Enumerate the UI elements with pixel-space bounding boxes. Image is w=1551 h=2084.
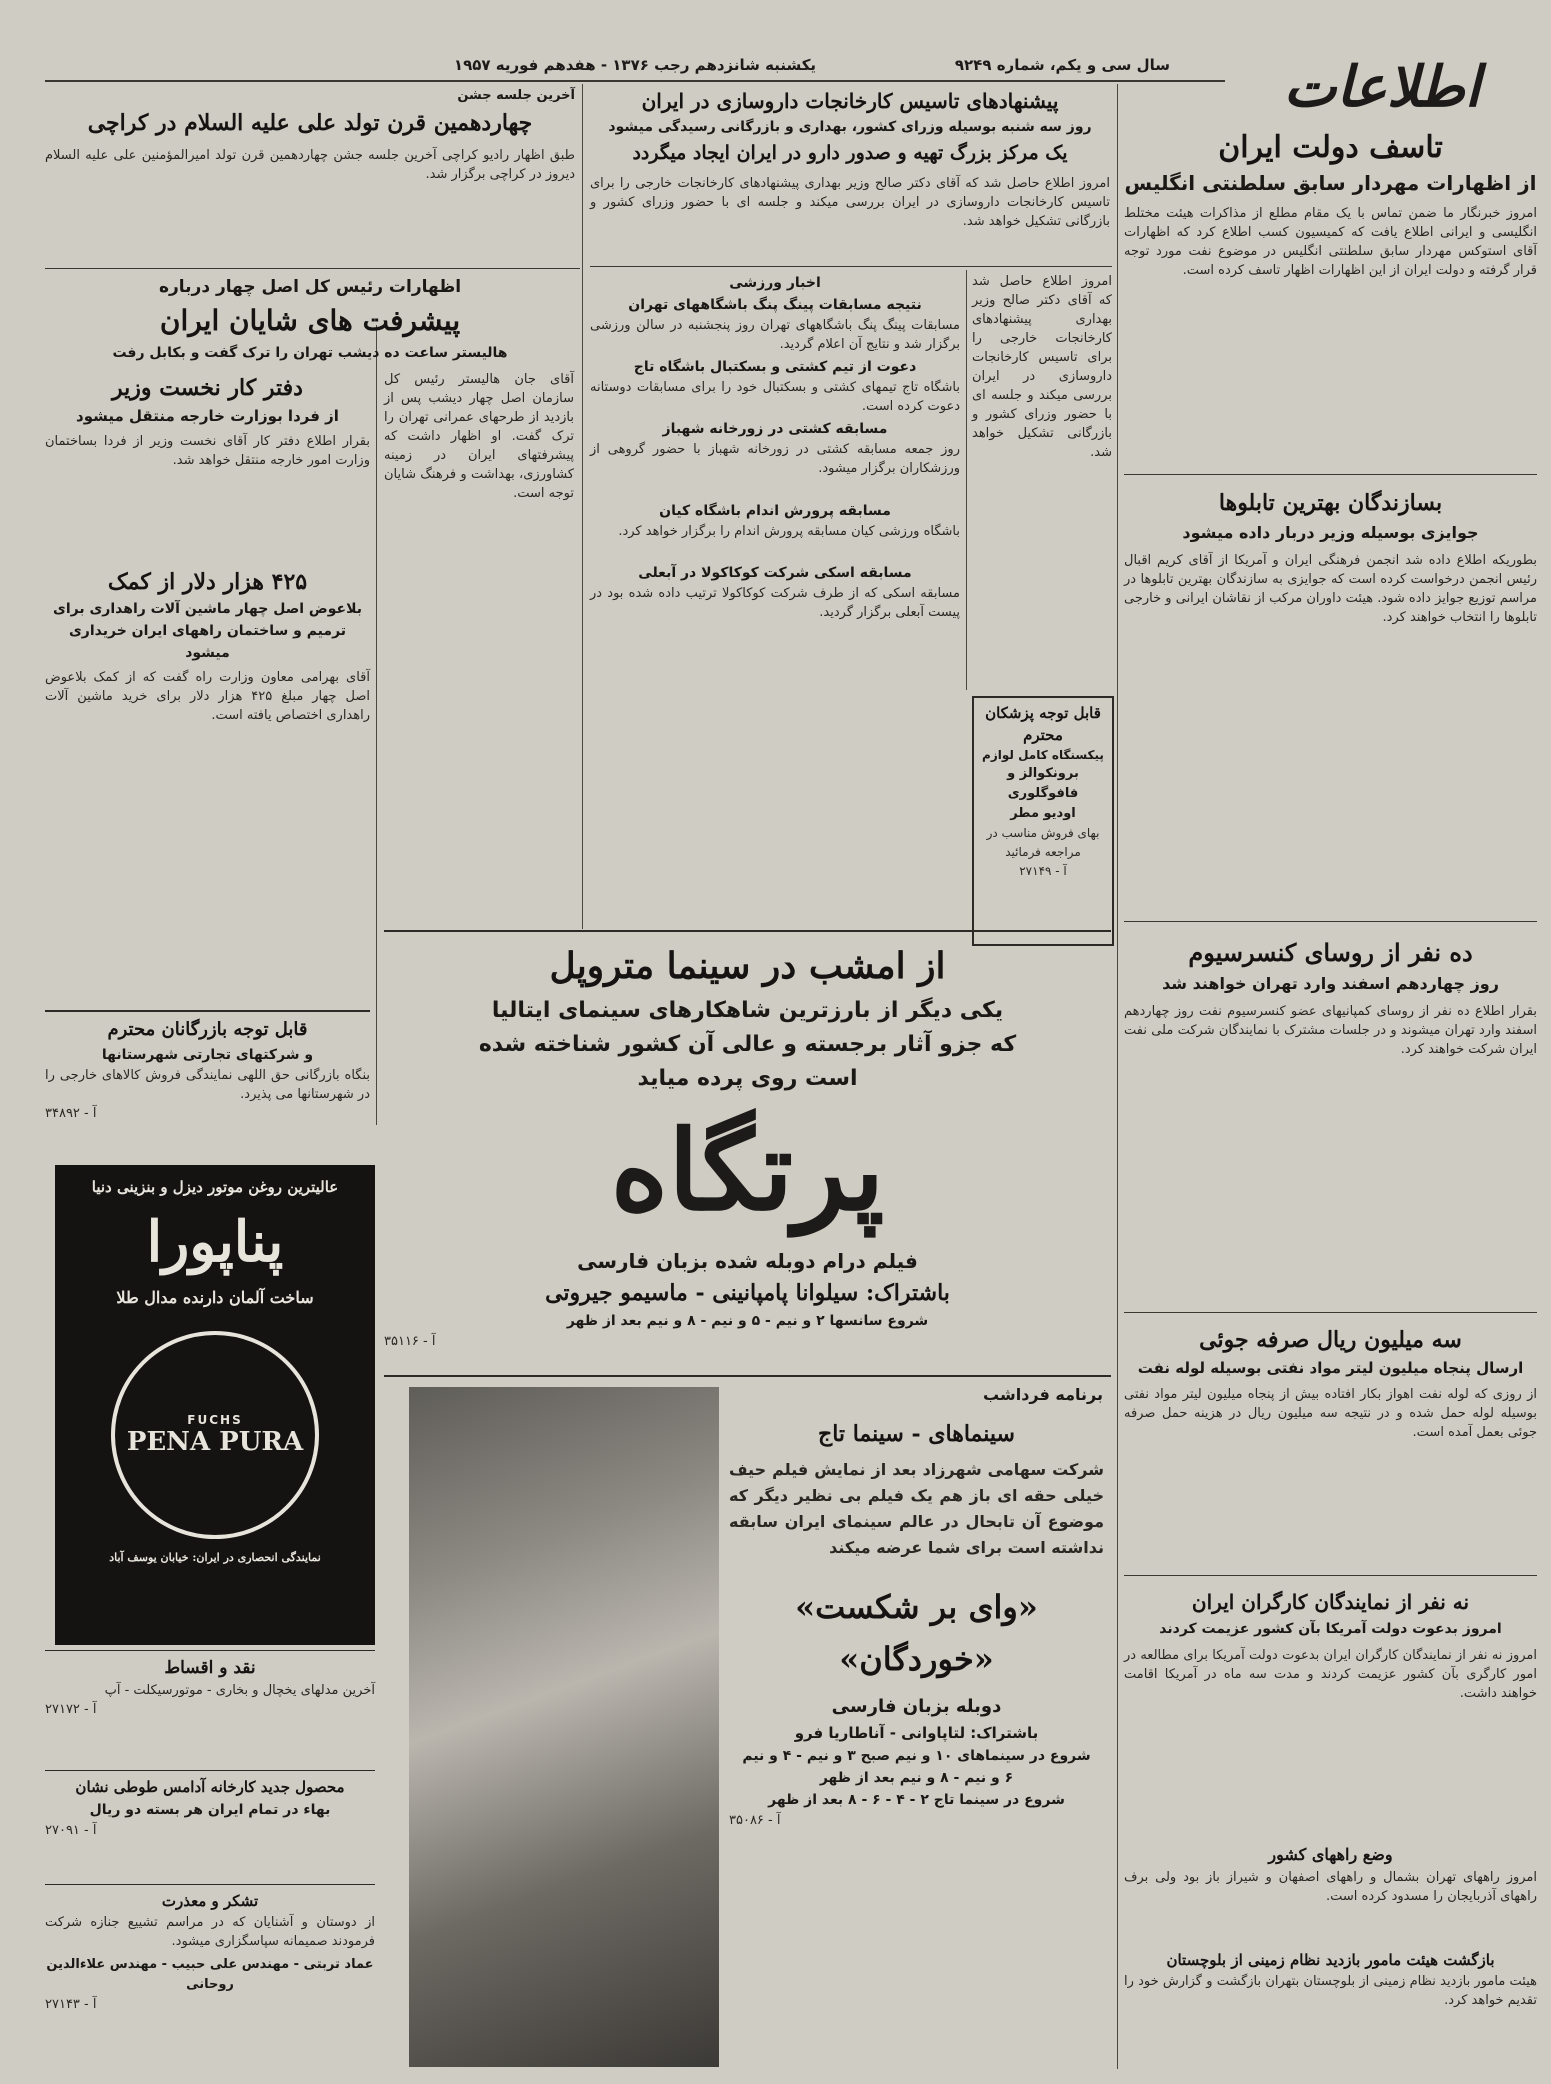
article-title: ۴۲۵ هزار دلار از کمک	[107, 569, 308, 595]
article-body: آقای بهرامی معاون وزارت راه گفت که از کمک بلاعوض اصل چهار مبلغ ۴۲۵ هزار دلار برای خرید ماشین آلات راهداری اختصاص یافته است.	[45, 670, 370, 723]
ad-phone: آ - ۳۴۸۹۲	[45, 1106, 97, 1121]
right-column	[1124, 128, 1537, 2068]
article-subtitle: جوایزی بوسیله وزیر دربار داده میشود	[1182, 523, 1479, 542]
pharma-article-continued: امروز اطلاع حاصل شد که آقای دکتر صالح وزیر بهداری پیشنهادهای کارخانجات خارجی را برای تاسیس کارخانجات داروسازی در ایران بررسی میکند و جلسه ای با حضور وزرای کشور و بازرگانی تشکیل خواهد شد.	[972, 274, 1112, 460]
ad-title: از امشب در سینما متروپل	[549, 945, 946, 987]
ad-body: بنگاه بازرگانی حق اللهی نمایندگی فروش کالاهای خارجی را در شهرستانها می پذیرد.	[45, 1068, 370, 1102]
film-title: «وای بر شکست»	[795, 1588, 1038, 1626]
ad-footer: نمایندگی انحصاری در ایران: خیابان یوسف آباد	[109, 1551, 321, 1564]
masthead-title: اطلاعات	[1283, 54, 1481, 120]
merchants-ad	[45, 1010, 370, 1160]
ad-line: یکی دیگر از بارزترین شاهکارهای سینمای ایتالیا	[491, 998, 1004, 1023]
film-title: «خوردگان»	[839, 1640, 994, 1678]
film-title: پرتگاه	[610, 1106, 885, 1235]
cinema-metropol-ad	[384, 930, 1111, 1370]
sports-body: باشگاه تاج تیمهای کشتی و بسکتبال خود را برای مسابقات دوستانه دعوت کرده است.	[590, 380, 960, 414]
film-times: شروع در سینماهای ۱۰ و نیم صبح ۳ و نیم - ۴ و نیم	[742, 1748, 1091, 1764]
brand-logo	[111, 1331, 319, 1539]
film-still-photo	[409, 1387, 719, 2067]
ad-phone: آ - ۲۷۱۴۹	[1019, 864, 1067, 878]
ad-subtitle: و شرکتهای تجارتی شهرستانها	[101, 1047, 314, 1063]
article-subtitle: از فردا بوزارت خارجه منتقل میشود	[76, 407, 339, 425]
column-divider	[966, 270, 967, 690]
article-body: هیئت مامور بازدید نظام زمینی از بلوچستان بتهران بازگشت و گزارش خود را تقدیم خواهد کرد.	[1124, 1974, 1537, 2008]
logo-top: FUCHS	[187, 1413, 243, 1427]
ad-body: بهای فروش مناسب در مراجعه فرمائید	[986, 826, 1100, 859]
issue-date: یکشنبه شانزدهم رجب ۱۳۷۶ - هفدهم فوریه ۱۹۵۷	[453, 56, 817, 74]
article-body: بطوریکه اطلاع داده شد انجمن فرهنگی ایران و آمریکا از آقای کریم اقبال رئیس انجمن درخواست کرده است که جوایزی به سازندگان بهترین تابلوها در مراسم توزیع جوایز داده شود. هیئت داوران مرکب از نقاشان ایرانی و خارجی تابلوها را انتخاب خواهند کرد.	[1124, 553, 1537, 625]
ad-phone: آ - ۲۷۱۷۲	[45, 1702, 97, 1717]
article-title: چهاردهمین قرن تولد علی علیه السلام در کراچی	[87, 110, 533, 136]
karachi-article	[45, 86, 575, 266]
section-label: اخبار ورزشی	[729, 275, 821, 291]
article-title: بازگشت هیئت مامور بازدید نظام زمینی از بلوچستان	[1166, 1951, 1495, 1969]
ad-phone: آ - ۲۷۰۹۱	[45, 1823, 97, 1838]
ad-title: تشکر و معذرت	[161, 1892, 259, 1910]
sports-title: نتیجه مسابقات پینگ پنگ باشگاههای تهران	[628, 297, 922, 313]
article-subtitle: یک مرکز بزرگ تهیه و صدور دارو در ایران ایجاد میگردد	[632, 142, 1068, 164]
ad-ref: آ - ۳۵۱۱۶	[384, 1334, 436, 1349]
logo-word: PENA PURA	[126, 1427, 304, 1457]
ad-title: قابل توجه پزشکان محترم	[985, 704, 1101, 744]
article-title: نه نفر از نمایندگان کارگران ایران	[1191, 1590, 1470, 1614]
ad-title: قابل توجه بازرگانان محترم	[107, 1019, 308, 1040]
ad-title: نقد و اقساط	[164, 1658, 256, 1678]
article-body: بقرار اطلاع ده نفر از روسای کمپانیهای عضو کنسرسیوم نفت روز چهاردهم اسفند وارد تهران میشوند و در جلسات مشترک با نمایندگان شرکت ملی نفت ایران شرکت خواهند کرد.	[1124, 1004, 1537, 1057]
film-cast: باشتراک: سیلوانا پامپانینی - ماسیمو جیروتی	[545, 1280, 950, 1306]
article-tagline: هالیستر ساعت ده دیشب تهران را ترک گفت و بکابل رفت	[112, 345, 508, 361]
article-subtitle: از اظهارات مهردار سابق سلطنتی انگلیس	[1124, 171, 1537, 195]
article-title: دفتر کار نخست وزیر	[112, 375, 303, 401]
divider	[45, 268, 580, 269]
road-machinery-article	[45, 566, 370, 1006]
divider	[590, 266, 1112, 267]
article-body: امروز راههای تهران بشمال و راههای اصفهان و شیراز باز بود ولی برف راههای آذربایجان را مسدود کرده است.	[1124, 1870, 1537, 1904]
pharma-article	[590, 86, 1110, 266]
divider	[1124, 921, 1537, 922]
article-title: پیشرفت های شایان ایران	[159, 304, 461, 337]
ad-title: محصول جدید کارخانه آدامس طوطی نشان	[75, 1778, 345, 1796]
article-subtitle: ارسال پنجاه میلیون لیتر مواد نفتی بوسیله لوله نفت	[1137, 1359, 1524, 1377]
film-times: شروع سانسها ۲ و نیم - ۵ و نیم - ۸ و نیم بعد از ظهر	[566, 1313, 929, 1329]
sports-body: روز جمعه مسابقه کشتی در زورخانه شهباز با حضور گروهی از ورزشکاران برگزار میشود.	[590, 442, 960, 476]
article-subtitle: روز چهاردهم اسفند وارد تهران خواهند شد	[1162, 974, 1499, 993]
article-body: از روزی که لوله نفت اهواز بکار افتاده بیش از پنجاه میلیون لیتر مواد نفتی بوسیله لوله حمل شده و در نتیجه سه میلیون ریال در هزینه حمل صرفه جوئی بعمل آمده است.	[1124, 1387, 1537, 1440]
prime-minister-office-article	[45, 372, 370, 562]
masthead-rule	[45, 80, 1225, 82]
ad-phone: آ - ۲۷۱۴۳	[45, 1997, 97, 2012]
article-subtitle: امروز بدعوت دولت آمریکا بآن کشور عزیمت کردند	[1159, 1621, 1502, 1637]
divider	[1124, 1575, 1537, 1576]
article-title: سه میلیون ریال صرفه جوئی	[1199, 1327, 1462, 1353]
ad-line: است روی پرده میاید	[637, 1066, 858, 1091]
article-subtitle: اظهارات رئیس کل اصل چهار درباره	[158, 277, 462, 297]
article-subtitle: روز سه شنبه بوسیله وزرای کشور، بهداری و بازرگانی رسیدگی میشود	[608, 119, 1092, 135]
article-title: پیشنهادهای تاسیس کارخانجات داروسازی در ایران	[641, 89, 1059, 113]
film-desc: دوبله بزبان فارسی	[831, 1696, 1002, 1717]
sports-title: مسابقه کشتی در زورخانه شهباز	[662, 421, 888, 437]
thanks-ad	[45, 1884, 375, 2069]
ad-signature: عماد تربتی - مهندس علی حبیب - مهندس علاءالدین روحانی	[46, 1957, 374, 1992]
article-subtitle: بلاعوض اصل چهار ماشین آلات راهداری برای ترمیم و ساختمان راههای ایران خریداری میشود	[52, 601, 362, 661]
article-title: بسازندگان بهترین تابلوها	[1218, 490, 1443, 516]
sports-title: مسابقه اسکی شرکت کوکاکولا در آبعلی	[638, 565, 912, 581]
ad-line: برونکوالز و فافوگلوری	[1007, 766, 1079, 801]
ad-line: پیکسنگاه کامل لوازم	[982, 748, 1104, 762]
program-label: برنامه فرداشب	[983, 1385, 1103, 1404]
brand-name: پناپورا	[146, 1209, 284, 1275]
column-divider	[376, 325, 377, 1125]
ad-ref: آ - ۳۵۰۸۶	[729, 1813, 781, 1828]
ad-line: ساخت آلمان دارنده مدال طلا	[116, 1288, 314, 1307]
film-desc: فیلم درام دوبله شده بزبان فارسی	[577, 1249, 918, 1273]
ad-subtitle: بهاء در تمام ایران هر بسته دو ریال	[89, 1802, 331, 1818]
cinema-taj-text	[729, 1417, 1104, 2067]
issue-number: سال سی و یکم، شماره ۹۲۴۹	[954, 56, 1170, 74]
ad-body: از دوستان و آشنایان که در مراسم تشییع جنازه شرکت فرمودند صمیمانه سپاسگزاری میشود.	[45, 1915, 375, 1949]
sports-body: باشگاه ورزشی کیان مسابقه پرورش اندام را برگزار خواهد کرد.	[618, 524, 960, 539]
article-title: وضع راههای کشور	[1268, 1845, 1393, 1864]
column-divider	[582, 84, 583, 929]
film-cast: باشتراک: لتاپاوانی - آناطاریا فرو	[794, 1724, 1039, 1742]
film-times: شروع در سینما تاج ۲ - ۴ - ۶ - ۸ بعد از ظهر	[768, 1792, 1065, 1808]
installments-ad	[45, 1650, 375, 1765]
article-body: امروز اطلاع حاصل شد که آقای دکتر صالح وزیر بهداری پیشنهادهای کارخانجات خارجی را برای تاسیس کارخانجات داروسازی در ایران بررسی میکند و جلسه ای با حضور وزرای کشور و بازرگانی تشکیل خواهد شد.	[590, 176, 1110, 229]
gum-ad	[45, 1770, 375, 1880]
article-body: طبق اظهار رادیو کراچی آخرین جلسه جشن چهاردهمین قرن تولد امیرالمؤمنین علی علیه السلام دیروز در کراچی برگزار شد.	[45, 148, 575, 182]
ad-line: که جزو آثار برجسته و عالی آن کشور شناخته شده	[478, 1032, 1017, 1057]
column-divider	[1117, 84, 1118, 2069]
cinemas-title: سینماهای - سینما تاج	[818, 1421, 1015, 1447]
ad-body: آخرین مدلهای یخچال و بخاری - موتورسیکلت - آپ	[104, 1683, 375, 1698]
ad-line: اودیو مطر	[1010, 806, 1076, 821]
divider	[1124, 1312, 1537, 1313]
film-times: ۶ و نیم - ۸ و نیم بعد از ظهر	[819, 1770, 1014, 1786]
sports-body: مسابقات پینگ پنگ باشگاههای تهران روز پنجشنبه در سالن ورزشی برگزار شد و نتایج آن اعلام گردید.	[590, 318, 960, 352]
article-title: ده نفر از روسای کنسرسیوم	[1188, 938, 1473, 967]
article-body: امروز خبرنگار ما ضمن تماس با یک مقام مطلع از مذاکرات هیئت مختلط انگلیسی و ایرانی اطلاع یافت که کمیسیون کسب اطلاع کرد که اظهارات آقای استوکس مهردار سابق سلطنتی انگلیس در موضوع نفت مورد توجه قرار گرفته و دولت ایران از این اظهارات اظهار تاسف کرده است.	[1124, 206, 1537, 278]
sports-title: دعوت از تیم کشتی و بسکتبال باشگاه تاج	[633, 359, 917, 375]
cinema-taj-ad	[384, 1375, 1111, 2070]
doctors-ad	[972, 696, 1114, 946]
article-body: امروز نه نفر از نمایندگان کارگران ایران بدعوت دولت آمریکا برای مطالعه در امور کارگری بآن کشور عزیمت کردند و مدت سه ماه در آمریکا اقامت خواهند داشت.	[1124, 1648, 1537, 1701]
article-body: بقرار اطلاع دفتر کار آقای نخست وزیر از فردا بساختمان وزارت امور خارجه منتقل خواهد شد.	[45, 434, 370, 468]
sports-body: مسابقه اسکی که از طرف شرکت کوکاکولا ترتیب داده شده بود در پیست آبعلی برگزار گردید.	[590, 586, 960, 620]
ad-body: شرکت سهامی شهرزاد بعد از نمایش فیلم حیف خیلی حقه ای باز هم یک فیلم بی نظیر دیگر که موضوع آن تابحال در عالم سینمای ایران سابقه نداشته است برای شما عرضه میکند	[729, 1460, 1104, 1557]
divider	[1124, 474, 1537, 475]
sports-section	[590, 272, 960, 692]
article-title: تاسف دولت ایران	[1218, 130, 1443, 165]
sports-title: مسابقه پرورش اندام باشگاه کیان	[659, 503, 891, 519]
article-label: آخرین جلسه جشن	[457, 88, 575, 103]
penapura-ad	[55, 1165, 375, 1645]
article-body: آقای جان هالیستر رئیس کل سازمان اصل چهار دیشب پس از بازدید از طرحهای عمرانی تهران را ترک گفت. او اظهار داشت که پیشرفتهای ایران در زمینه کشاورزی، بهداشت و فرهنگ شایان توجه است.	[384, 372, 574, 501]
ad-line: عالیترین روغن موتور دیزل و بنزینی دنیا	[91, 1178, 339, 1196]
